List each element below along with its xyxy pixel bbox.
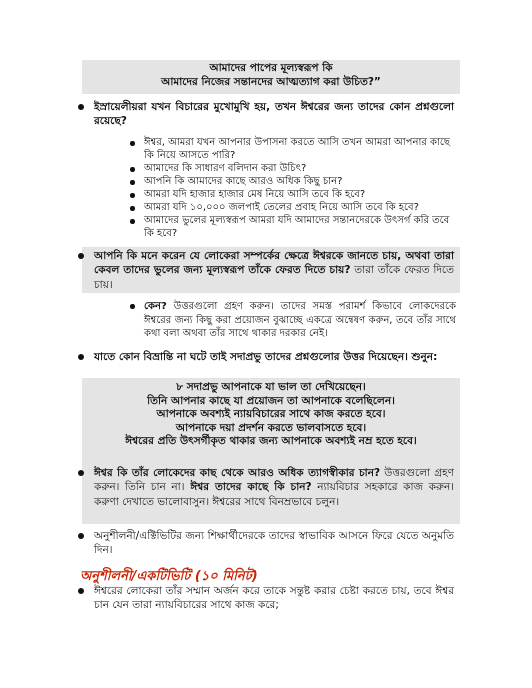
bullet-bold-text: আপনি কি মনে করেন যে লোকেরা সম্পর্কের ক্ষেত্রে ঈশ্বরকে জানতে চায়, অথবা তারা কেবল তাদের ভুলের জন্য মূল্যস্বরূপ তাঁকে ফেরত দিতে চায়?: [94, 250, 454, 277]
sub-bullet-3: [144, 176, 456, 189]
sub-bullet-1: [144, 137, 456, 162]
sub-bullet-dot: [130, 219, 135, 224]
quote-line-2: তিনি আপনার কাছে যা প্রয়োজন তা আপনাকে বলেছিলেন।: [147, 394, 395, 407]
bullet-text: [94, 249, 454, 292]
sub-bullet-dot: [130, 304, 135, 309]
top-box-line-1: আমাদের পাপের মূল্যস্বরূপ কি: [209, 62, 333, 74]
sub-bullet-text: ঈশ্বর, আমরা যখন আপনার উপাসনা করতে আসি তখন আমরা আপনার কাছে কি নিয়ে আসতে পারি?: [144, 137, 450, 161]
bullet-text: ঈশ্বরের লোকেরা তাঁর সম্মান অর্জন করে তাকে সন্তুষ্ট করার চেষ্টা করতে চায়, তবে ঈশ্বর চান যেন তারা ন্যায়বিচারের সাথে কাজ করে;: [94, 585, 454, 612]
sub-bullet-dot: [130, 180, 135, 185]
bullet-relationship-question: [94, 249, 454, 292]
sacrifice-bold-text-1: ঈশ্বর কি তাঁর লোকেদের কাছ থেকে আরও অধিক ত্যাগস্বীকার চান?: [94, 467, 381, 479]
bullet-dot: [78, 470, 84, 476]
bullet-plain-text: তারা তাঁকে ফেরত দিতে চায়।: [94, 264, 454, 291]
sub-bullet-5: [144, 202, 456, 215]
bullet-text: যাতে কোন বিভ্রান্তি না ঘটে তাই সদাপ্রভু তাদের প্রশ্নগুলোর উত্তর দিয়েছেন। শুনুন:: [94, 351, 438, 363]
sub-bullet-text: আপনি কি আমাদের কাছে আরও অধিক কিছু চান?: [144, 176, 343, 187]
quote-line-3: আপনাকে অবশ্যই ন্যায়বিচারের সাথে কাজ করতে হবে।: [156, 408, 386, 421]
bullet-dot: [78, 588, 84, 594]
sub-bullet-6: [144, 215, 456, 240]
bullet-return-seats: [94, 529, 454, 558]
quote-line-4: আপনাকে দয়া প্রদর্শন করতে ভালবাসতে হবে।: [175, 421, 367, 434]
top-question-box: [82, 60, 460, 94]
sub-bullet-text: আমাদের কি সাধারণ বলিদান করা উচিৎ?: [144, 163, 307, 174]
bullet-dot: [78, 533, 84, 539]
sub-bullet-dot: [130, 141, 135, 146]
bullet-israelites-questions: [94, 100, 454, 129]
bullet-dot: [78, 104, 84, 110]
why-bold-text: কেন?: [144, 301, 167, 312]
sub-bullet-text: আমরা যদি ১০,০০০ জলপাই তেলের প্রবাহ নিয়ে আসি তবে কি হবে?: [144, 202, 419, 213]
bullet-lord-answers: [94, 350, 454, 364]
sub-bullet-text: আমাদের ভুলের মূল্যস্বরূপ আমরা যদি আমাদের সন্তানদেরকে উৎসর্গ করি তবে কি হবে?: [144, 215, 450, 239]
sacrifice-plain-text-2: ন্যায়বিচার সহকারে কাজ করুন। করুণা দেখাতে ভালোবাসুন। ঈশ্বরের সাথে বিনম্রভাবে চলুন।: [94, 481, 454, 508]
sub-bullet-why: [144, 300, 456, 341]
sub-bullet-dot: [130, 193, 135, 198]
bullet-text: [94, 466, 454, 509]
sub-bullet-dot: [130, 206, 135, 211]
bullet-dot: [78, 253, 84, 259]
top-box-line-2: আমাদের নিজের সন্তানদের আত্মত্যাগ করা উচিত?”: [161, 75, 381, 88]
sub-bullet-text: [144, 300, 456, 341]
sub-bullet-text: আমরা যদি হাজার হাজার মেষ নিয়ে আসি তবে কি হবে?: [144, 189, 366, 200]
sub-bullet-dot: [130, 167, 135, 172]
sacrifice-bold-text-2: ঈশ্বর তাদের কাছে কি চান?: [184, 481, 312, 494]
bullet-dot: [78, 354, 84, 360]
activity-heading: অনুশীলনী/একটিভিটি (১০ মিনিট): [80, 569, 258, 584]
why-plain-text: উত্তরগুলো গ্রহণ করুন। তাদের সমস্ত পরামর্শ কিভাবে লোকদেরকে ঈশ্বরের জন্য কিছু করা প্রয়োজন বুঝাচ্ছে একত্রে অন্বেষণ করুন, তবে তাঁর সাথে কথা বলা অথবা তাঁর সাথে থাকার দরকার নেই।: [144, 301, 456, 339]
sub-bullet-2: [144, 163, 456, 176]
bullet-text: ইস্রায়েলীয়রা যখন বিচারের মুখোমুখি হয়, তখন ঈশ্বরের জন্য তাদের কোন প্রশ্নগুলো রয়েছে?: [94, 101, 454, 128]
sub-bullet-4: [144, 189, 456, 202]
quote-line-5: ঈশ্বরের প্রতি উৎসর্গীকৃত থাকার জন্য আপনাকে অবশ্যই নম্র হতে হবে।: [125, 435, 417, 448]
bullet-activity-intro: [94, 584, 454, 613]
sacrifice-plain-text-1: উত্তরগুলো গ্রহণ করুন। তিনি চান না।: [94, 467, 454, 494]
quote-line-1: ৮ সদাপ্রভু আপনাকে যা ভাল তা দেখিয়েছেন।: [176, 381, 366, 393]
bullet-more-sacrifice: [94, 466, 454, 509]
bullet-text: অনুশীলনী/এক্টিভিটির জন্য শিক্ষার্থীদেরকে তাদের স্বাভাবিক আসনে ফিরে যেতে অনুমতি দিন।: [94, 530, 454, 557]
scripture-quote-box: [82, 378, 460, 464]
